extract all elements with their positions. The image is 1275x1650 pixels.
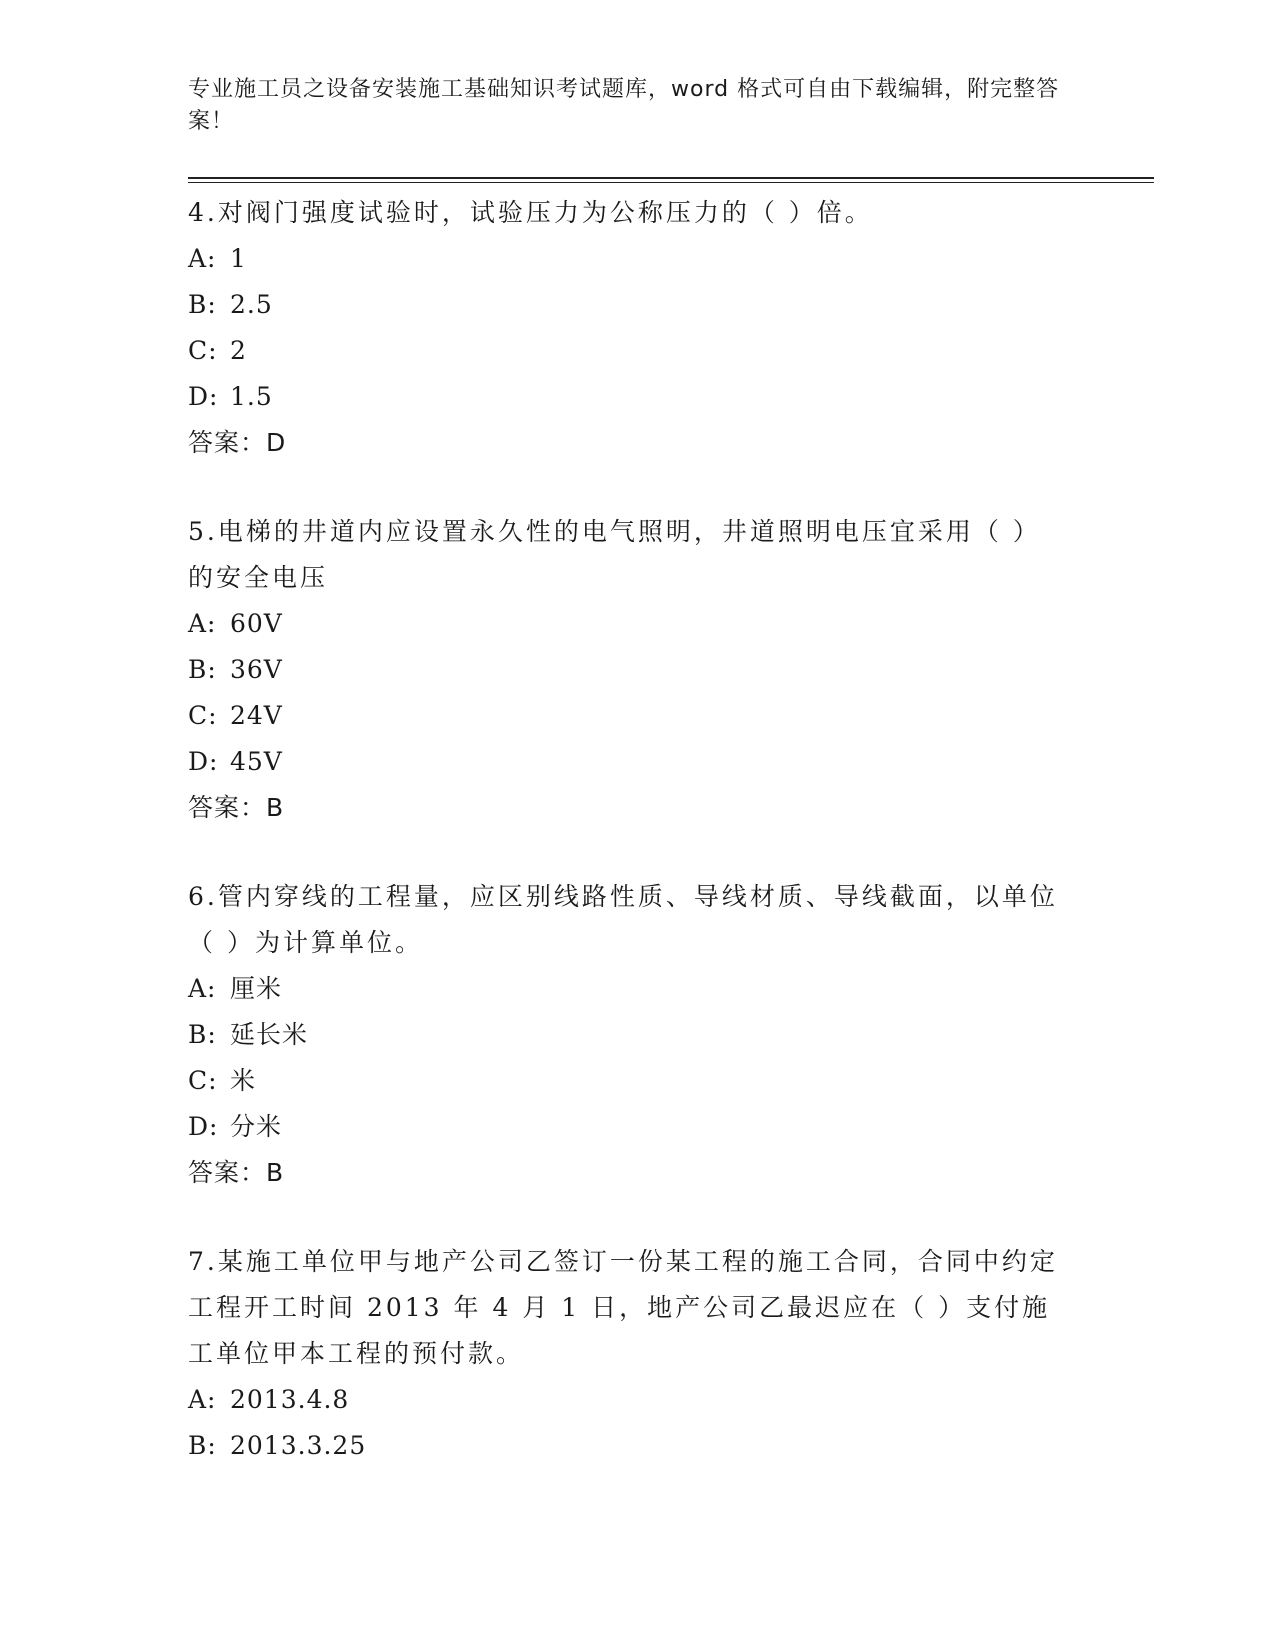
question-text: 6.管内穿线的工程量，应区别线路性质、导线材质、导线截面，以单位（ ）为计算单位。 bbox=[188, 882, 1058, 957]
question-item bbox=[188, 874, 1068, 1196]
question-text: 7.某施工单位甲与地产公司乙签订一份某工程的施工合同，合同中约定工程开工时间 2013 年 4 月 1 日，地产公司乙最迟应在（ ）支付施工单位甲本工程的预付款。 bbox=[188, 1247, 1058, 1368]
option-d bbox=[188, 374, 1068, 420]
answer-text: 答案：B bbox=[188, 1158, 285, 1187]
option-a bbox=[188, 1377, 1068, 1423]
option-label: B: bbox=[188, 1020, 217, 1049]
option-label: C: bbox=[188, 336, 218, 365]
header-divider-thin bbox=[188, 182, 1154, 183]
option-label: A: bbox=[188, 1385, 217, 1414]
question-item bbox=[188, 1239, 1068, 1469]
option-label: B: bbox=[188, 290, 217, 319]
question-item bbox=[188, 190, 1068, 466]
option-label: A: bbox=[188, 609, 217, 638]
option-value: 1 bbox=[230, 244, 247, 273]
option-label: B: bbox=[188, 655, 217, 684]
option-a bbox=[188, 236, 1068, 282]
option-value: 延长米 bbox=[230, 1020, 309, 1049]
question-item bbox=[188, 509, 1068, 831]
option-value: 36V bbox=[230, 655, 283, 684]
option-a bbox=[188, 966, 1068, 1012]
option-value: 米 bbox=[230, 1066, 257, 1095]
option-value: 2.5 bbox=[230, 290, 273, 319]
answer-text: 答案：D bbox=[188, 428, 287, 457]
option-d bbox=[188, 739, 1068, 785]
option-value: 2013.3.25 bbox=[230, 1431, 367, 1460]
question-text: 4.对阀门强度试验时，试验压力为公称压力的（ ）倍。 bbox=[188, 198, 873, 227]
option-label: C: bbox=[188, 701, 218, 730]
option-label: A: bbox=[188, 244, 217, 273]
header-divider-thick bbox=[188, 177, 1154, 179]
option-c bbox=[188, 328, 1068, 374]
option-c bbox=[188, 1058, 1068, 1104]
option-label: D: bbox=[188, 382, 219, 411]
option-value: 24V bbox=[230, 701, 283, 730]
option-label: B: bbox=[188, 1431, 217, 1460]
document-header: 专业施工员之设备安装施工基础知识考试题库，word 格式可自由下载编辑，附完整答案！ bbox=[188, 77, 1060, 134]
option-value: 60V bbox=[230, 609, 283, 638]
option-value: 2 bbox=[230, 336, 247, 365]
option-a bbox=[188, 601, 1068, 647]
option-b bbox=[188, 647, 1068, 693]
option-label: D: bbox=[188, 747, 219, 776]
answer-text: 答案：B bbox=[188, 793, 285, 822]
option-label: A: bbox=[188, 974, 217, 1003]
option-label: D: bbox=[188, 1112, 219, 1141]
question-list bbox=[188, 190, 1068, 1512]
option-b bbox=[188, 1012, 1068, 1058]
question-text: 5.电梯的井道内应设置永久性的电气照明，井道照明电压宜采用（ ）的安全电压 bbox=[188, 517, 1041, 592]
option-b bbox=[188, 282, 1068, 328]
option-value: 厘米 bbox=[230, 974, 283, 1003]
option-label: C: bbox=[188, 1066, 218, 1095]
option-value: 2013.4.8 bbox=[230, 1385, 350, 1414]
option-c bbox=[188, 693, 1068, 739]
option-value: 45V bbox=[230, 747, 283, 776]
option-value: 分米 bbox=[230, 1112, 283, 1141]
option-value: 1.5 bbox=[230, 382, 273, 411]
option-d bbox=[188, 1104, 1068, 1150]
option-b bbox=[188, 1423, 1068, 1469]
